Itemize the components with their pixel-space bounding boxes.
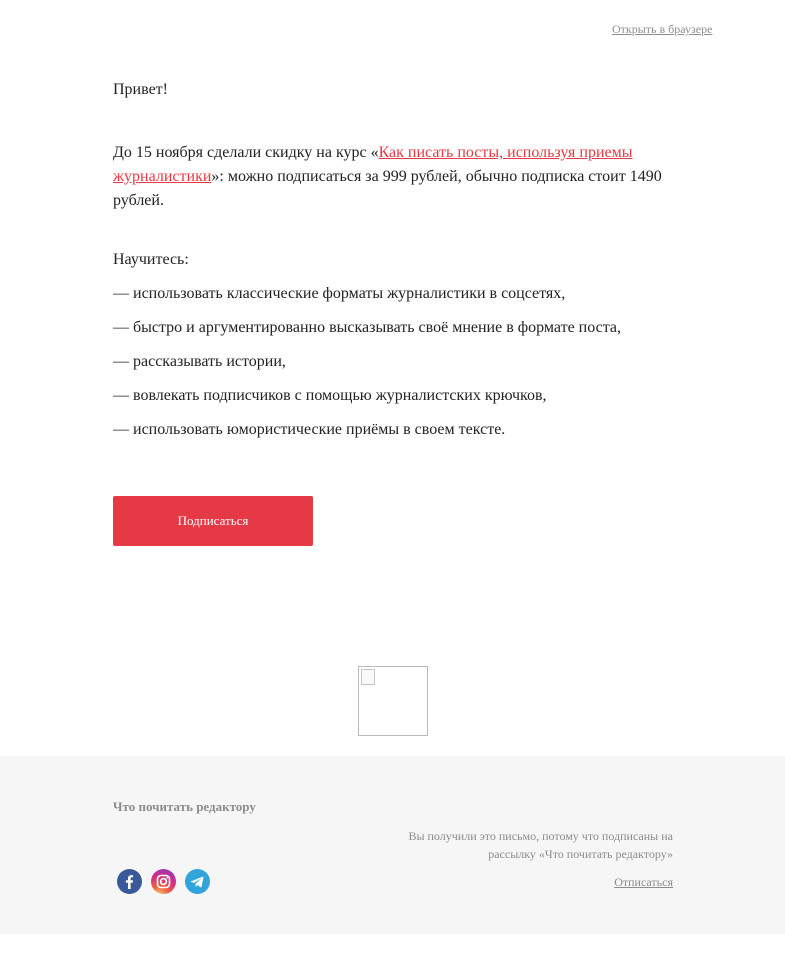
footer-title: Что почитать редактору — [113, 799, 256, 814]
greeting: Привет! — [113, 81, 168, 98]
footer — [0, 756, 785, 934]
intro-suffix: »: можно подписаться за 999 рублей, обычно подписка стоит 1490 рублей. — [113, 168, 662, 209]
skill-item: — использовать юмористические приёмы в своем тексте. — [113, 421, 506, 438]
skill-item: — быстро и аргументированно высказывать своё мнение в формате поста, — [113, 319, 622, 336]
intro-paragraph — [113, 141, 673, 213]
subscription-note: Вы получили это письмо, потому что подписаны на рассылку «Что почитать редактору» — [408, 829, 673, 861]
broken-image-icon — [361, 669, 375, 685]
skill-item: — рассказывать истории, — [113, 353, 286, 370]
telegram-icon[interactable] — [185, 869, 210, 894]
instagram-icon[interactable] — [151, 869, 176, 894]
intro-prefix: До 15 ноября сделали скидку на курс « — [113, 144, 379, 161]
course-link[interactable]: Как писать посты, используя приемы журналистики — [113, 144, 633, 185]
subscribe-button[interactable]: Подписаться — [113, 496, 313, 546]
facebook-icon[interactable] — [117, 869, 142, 894]
learn-title: Научитесь: — [113, 251, 189, 268]
skills-list — [113, 284, 621, 454]
skill-item: — использовать классические форматы журналистики в соцсетях, — [113, 285, 566, 302]
broken-logo-image — [358, 666, 428, 736]
unsubscribe-link[interactable]: Отписаться — [614, 875, 673, 889]
skill-item: — вовлекать подписчиков с помощью журналистских крючков, — [113, 387, 547, 404]
social-links — [117, 869, 219, 894]
open-in-browser-link[interactable]: Открыть в браузере — [612, 22, 713, 36]
